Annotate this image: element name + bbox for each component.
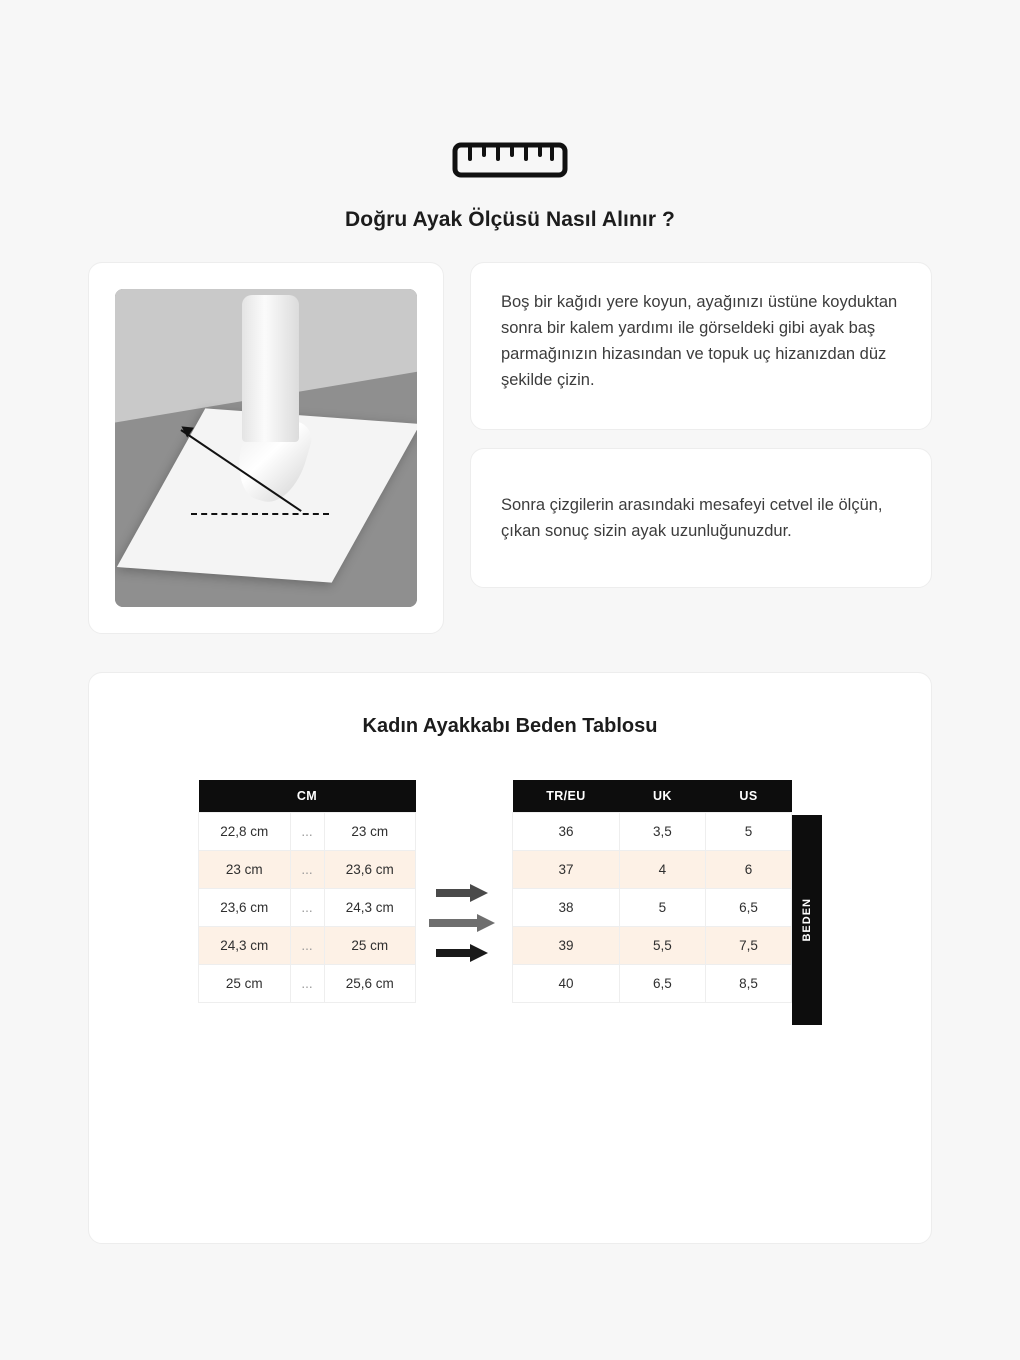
table-row [199, 851, 416, 889]
size-treu: 37 [513, 851, 620, 889]
ruler-icon [452, 140, 568, 180]
cm-dots: ... [290, 927, 324, 965]
size-us: 6,5 [705, 889, 791, 927]
cm-from: 22,8 cm [199, 813, 291, 851]
foot-measurement-photo [115, 289, 417, 607]
instruction-step-1: Boş bir kağıdı yere koyun, ayağınızı üstüne koyduktan sonra bir kalem yardımı ile görseldeki gibi ayak baş parmağınızın hizasından ve topuk uç hizanızdan düz şekilde çizin. [470, 262, 932, 430]
size-treu: 36 [513, 813, 620, 851]
instruction-image-card [88, 262, 444, 634]
size-uk: 3,5 [619, 813, 705, 851]
instruction-text-column [470, 262, 932, 588]
arrow-right-icon [436, 944, 492, 962]
size-chart-card [88, 672, 932, 1244]
cm-table-header-row [199, 780, 416, 813]
size-table-header-row [513, 780, 792, 813]
ruler-icon-wrap [0, 0, 1020, 180]
cm-from: 23 cm [199, 851, 291, 889]
cm-to: 23,6 cm [324, 851, 416, 889]
table-row [513, 965, 792, 1003]
cm-from: 25 cm [199, 965, 291, 1003]
cm-dots: ... [290, 851, 324, 889]
table-row [513, 813, 792, 851]
cm-to: 24,3 cm [324, 889, 416, 927]
cm-dots: ... [290, 889, 324, 927]
size-chart-title: Kadın Ayakkabı Beden Tablosu [362, 715, 658, 737]
arrow-right-icon [429, 914, 499, 932]
cm-to: 25 cm [324, 927, 416, 965]
table-row [513, 851, 792, 889]
size-us: 5 [705, 813, 791, 851]
size-table [512, 780, 792, 1003]
size-table-header-treu: TR/EU [513, 780, 620, 813]
instruction-step-2: Sonra çizgilerin arasındaki mesafeyi cetvel ile ölçün, çıkan sonuç sizin ayak uzunluğunuzdur. [470, 448, 932, 588]
size-us: 8,5 [705, 965, 791, 1003]
cm-to: 25,6 cm [324, 965, 416, 1003]
size-treu: 39 [513, 927, 620, 965]
size-uk: 4 [619, 851, 705, 889]
size-treu: 40 [513, 965, 620, 1003]
instructions-section [0, 232, 1020, 634]
page-title: Doğru Ayak Ölçüsü Nasıl Alınır ? [345, 208, 675, 231]
cm-from: 24,3 cm [199, 927, 291, 965]
photo-sock [242, 295, 299, 441]
size-chart-tables [119, 780, 901, 1025]
beden-side-label [792, 815, 822, 1025]
size-uk: 6,5 [619, 965, 705, 1003]
table-row [513, 927, 792, 965]
size-treu: 38 [513, 889, 620, 927]
table-row [199, 813, 416, 851]
table-row [199, 889, 416, 927]
size-table-header-uk: UK [619, 780, 705, 813]
conversion-arrows [416, 780, 512, 962]
photo-dashed-line [191, 513, 330, 515]
table-row [199, 965, 416, 1003]
size-us: 7,5 [705, 927, 791, 965]
beden-side-label-text: BEDEN [801, 898, 813, 942]
arrow-right-icon [436, 884, 492, 902]
cm-to: 23 cm [324, 813, 416, 851]
cm-dots: ... [290, 965, 324, 1003]
cm-table-header: CM [199, 780, 416, 813]
table-row [199, 927, 416, 965]
cm-from: 23,6 cm [199, 889, 291, 927]
cm-dots: ... [290, 813, 324, 851]
cm-table [198, 780, 416, 1003]
size-us: 6 [705, 851, 791, 889]
size-uk: 5 [619, 889, 705, 927]
size-table-header-us: US [705, 780, 791, 813]
size-uk: 5,5 [619, 927, 705, 965]
table-row [513, 889, 792, 927]
